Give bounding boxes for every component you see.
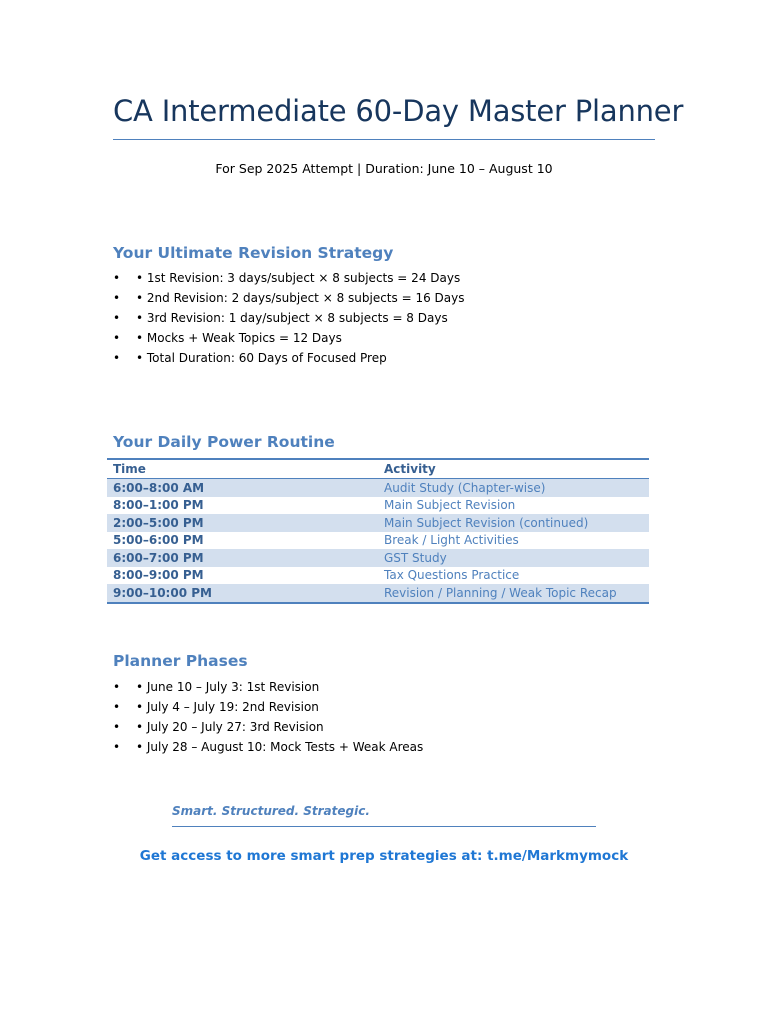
list-item [113, 308, 464, 328]
time-cell: 6:00–7:00 PM [107, 549, 378, 567]
list-item [113, 288, 464, 308]
bullet-icon: • [113, 680, 121, 694]
strategy-list [113, 268, 464, 368]
table-row [107, 584, 649, 603]
list-item [113, 677, 423, 697]
list-item-text: • 2nd Revision: 2 days/subject × 8 subjects = 16 Days [136, 291, 465, 305]
page-title: CA Intermediate 60-Day Master Planner [113, 94, 684, 128]
activity-cell: Tax Questions Practice [384, 568, 520, 583]
activity-cell: Main Subject Revision (continued) [378, 514, 649, 532]
table-row [107, 497, 649, 515]
phases-heading: Planner Phases [113, 652, 248, 670]
list-item [113, 328, 464, 348]
bullet-icon: • [113, 331, 121, 345]
bullet-icon: • [113, 271, 121, 285]
list-item-text: • July 20 – July 27: 3rd Revision [136, 720, 324, 734]
tagline-divider [172, 826, 596, 827]
table-row [107, 549, 649, 567]
activity-cell: Break / Light Activities [384, 533, 519, 548]
bullet-icon: • [113, 720, 121, 734]
table-row [107, 479, 649, 497]
table-header-row [107, 459, 649, 479]
list-item [113, 268, 464, 288]
bullet-icon: • [113, 351, 121, 365]
tagline: Smart. Structured. Strategic. [172, 804, 370, 818]
time-cell: 8:00–9:00 PM [113, 568, 204, 583]
title-divider [113, 139, 655, 140]
list-item-text: • July 4 – July 19: 2nd Revision [136, 700, 319, 714]
phases-list [113, 677, 423, 757]
list-item-text: • July 28 – August 10: Mock Tests + Weak Areas [136, 740, 424, 754]
bullet-icon: • [113, 311, 121, 325]
strategy-heading: Your Ultimate Revision Strategy [113, 244, 394, 262]
list-item [113, 737, 423, 757]
cta-link-text[interactable]: Get access to more smart prep strategies at: t.me/Markmymock [139, 848, 629, 864]
column-header-activity: Activity [378, 459, 649, 479]
time-cell: 9:00–10:00 PM [107, 584, 378, 603]
table-row [107, 567, 649, 585]
list-item [113, 348, 464, 368]
activity-cell: Main Subject Revision [384, 498, 516, 513]
list-item-text: • Mocks + Weak Topics = 12 Days [136, 331, 342, 345]
activity-cell: GST Study [378, 549, 649, 567]
activity-cell: Audit Study (Chapter-wise) [378, 479, 649, 497]
column-header-time: Time [107, 459, 378, 479]
list-item-text: • June 10 – July 3: 1st Revision [136, 680, 320, 694]
table-row [107, 532, 649, 550]
bullet-icon: • [113, 740, 121, 754]
bullet-icon: • [113, 291, 121, 305]
routine-table [107, 458, 649, 604]
time-cell: 5:00–6:00 PM [113, 533, 204, 548]
time-cell: 2:00–5:00 PM [107, 514, 378, 532]
page-subtitle: For Sep 2025 Attempt | Duration: June 10 – August 10 [215, 161, 553, 176]
list-item-text: • 1st Revision: 3 days/subject × 8 subjects = 24 Days [136, 271, 461, 285]
list-item [113, 717, 423, 737]
time-cell: 8:00–1:00 PM [113, 498, 204, 513]
list-item [113, 697, 423, 717]
routine-heading: Your Daily Power Routine [113, 433, 335, 451]
list-item-text: • 3rd Revision: 1 day/subject × 8 subjects = 8 Days [136, 311, 448, 325]
time-cell: 6:00–8:00 AM [107, 479, 378, 497]
activity-cell: Revision / Planning / Weak Topic Recap [378, 584, 649, 603]
bullet-icon: • [113, 700, 121, 714]
table-row [107, 514, 649, 532]
list-item-text: • Total Duration: 60 Days of Focused Prep [136, 351, 387, 365]
